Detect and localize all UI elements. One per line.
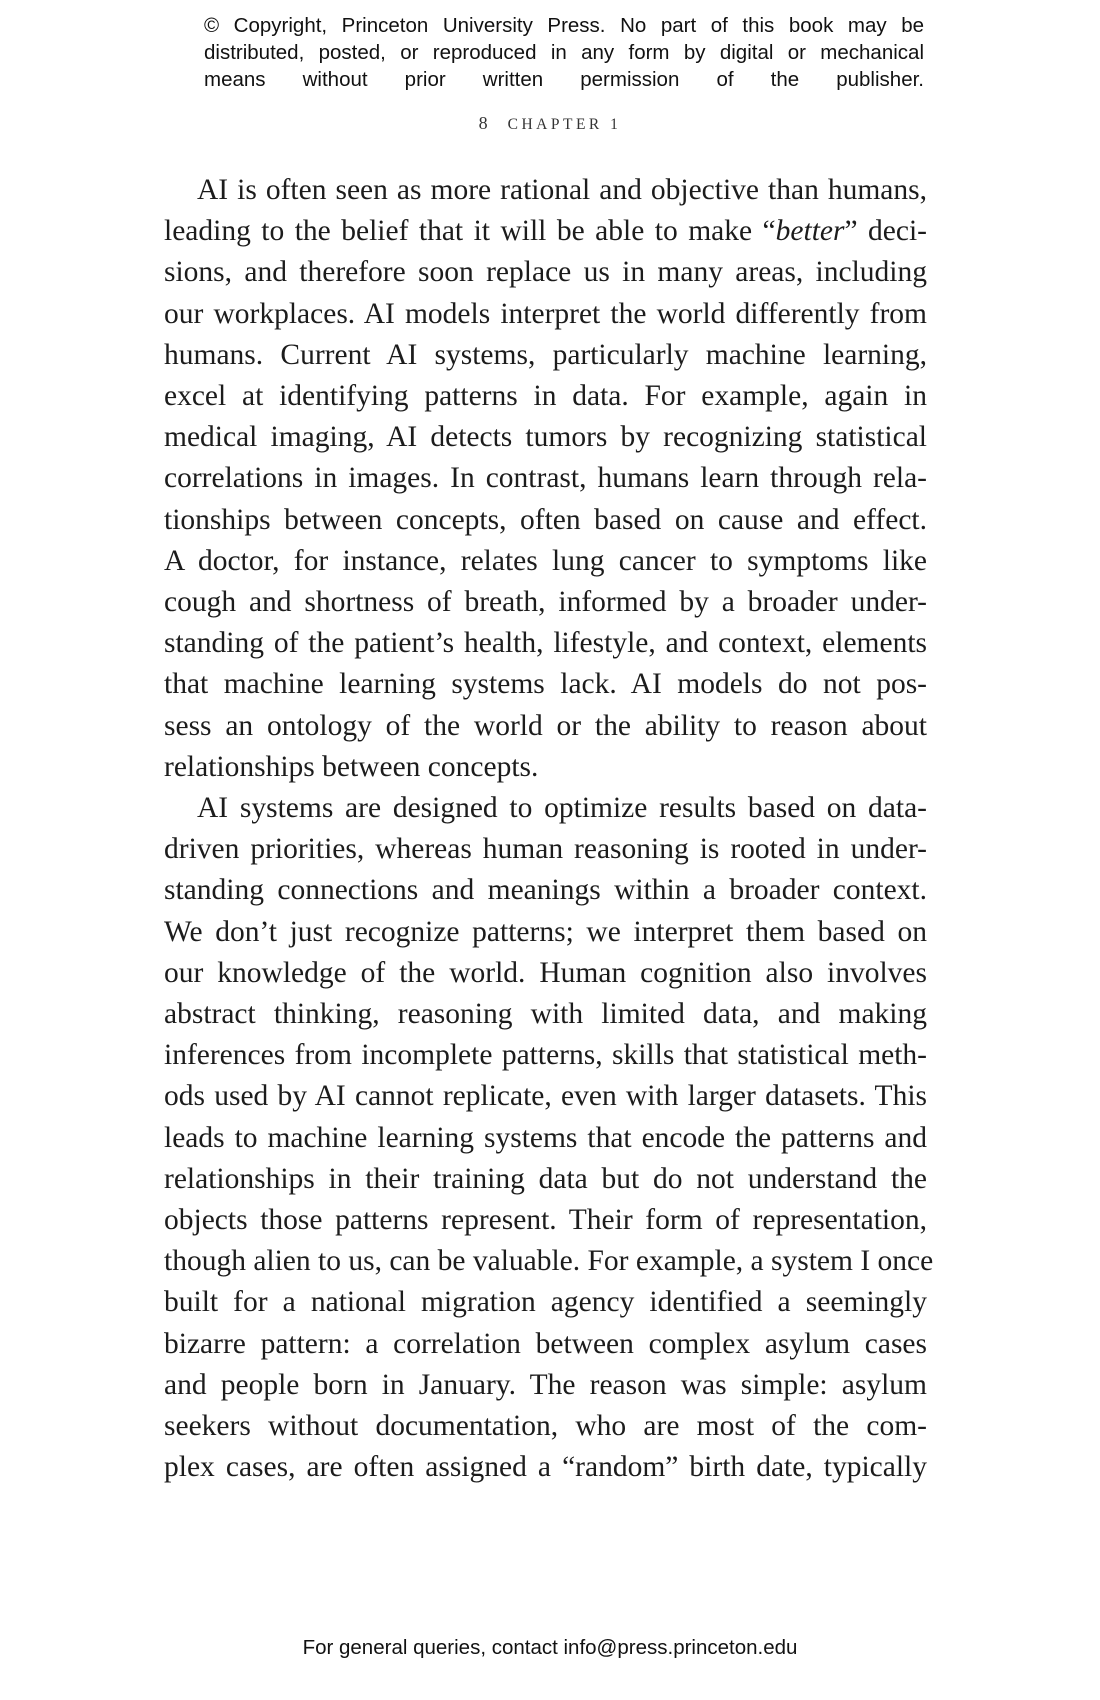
text-line: AI is often seen as more rational and objective than humans, bbox=[197, 174, 927, 206]
text-line: built for a national migration agency identified a seemingly bbox=[164, 1286, 927, 1319]
copyright-line: © Copyright, Princeton University Press. No part of this book may be bbox=[204, 14, 924, 37]
text-line: leads to machine learning systems that encode the patterns and bbox=[164, 1121, 927, 1154]
text-line: sions, and therefore soon replace us in many areas, including bbox=[164, 256, 927, 289]
text-fragment: leading to the belief that it will be able to make “ bbox=[164, 215, 776, 248]
text-line: and people born in January. The reason was simple: asylum bbox=[164, 1368, 927, 1401]
text-line: AI systems are designed to optimize results based on data- bbox=[197, 792, 927, 825]
copyright-line: means without prior written permission of the publisher. bbox=[204, 68, 924, 91]
text-line: relationships in their training data but do not understand the bbox=[164, 1162, 927, 1195]
chapter-label: CHAPTER 1 bbox=[507, 116, 622, 133]
text-line: correlations in images. In contrast, humans learn through rela- bbox=[164, 462, 927, 495]
text-line: ods used by AI cannot replicate, even with larger datasets. This bbox=[164, 1080, 927, 1113]
text-line: excel at identifying patterns in data. For example, again in bbox=[164, 380, 927, 413]
text-line: plex cases, are often assigned a “random” birth date, typically bbox=[164, 1451, 927, 1484]
text-line: though alien to us, can be valuable. For example, a system I once bbox=[164, 1245, 934, 1278]
text-line: tionships between concepts, often based on cause and effect. bbox=[164, 503, 927, 536]
footer-contact: For general queries, contact info@press.princeton.edu bbox=[302, 1636, 798, 1659]
text-line: medical imaging, AI detects tumors by recognizing statistical bbox=[164, 421, 927, 454]
text-line: humans. Current AI systems, particularly machine learning, bbox=[164, 338, 927, 371]
text-line: that machine learning systems lack. AI models do not pos- bbox=[164, 668, 927, 701]
text-line: relationships between concepts. bbox=[164, 750, 539, 783]
copyright-notice bbox=[204, 12, 924, 93]
text-line: our workplaces. AI models interpret the world differently from bbox=[164, 297, 927, 330]
paragraph-1 bbox=[164, 170, 927, 788]
text-line: standing of the patient’s health, lifestyle, and context, elements bbox=[164, 627, 927, 660]
running-head bbox=[0, 113, 1100, 134]
text-line: bizarre pattern: a correlation between complex asylum cases bbox=[164, 1327, 927, 1360]
text-line bbox=[164, 211, 927, 252]
text-line: sess an ontology of the world or the ability to reason about bbox=[164, 709, 927, 742]
text-line: seekers without documentation, who are most of the com- bbox=[164, 1410, 927, 1443]
text-line: standing connections and meanings within a broader context. bbox=[164, 874, 927, 907]
text-fragment: ” deci- bbox=[844, 215, 927, 248]
text-line: abstract thinking, reasoning with limited data, and making bbox=[164, 998, 927, 1031]
text-line: A doctor, for instance, relates lung cancer to symptoms like bbox=[164, 544, 927, 577]
text-line: We don’t just recognize patterns; we interpret them based on bbox=[164, 915, 927, 948]
emphasized-word: better bbox=[775, 215, 845, 248]
body-text bbox=[164, 170, 934, 1489]
paragraph-2 bbox=[164, 788, 934, 1488]
text-line: objects those patterns represent. Their form of representation, bbox=[164, 1204, 927, 1237]
text-line: cough and shortness of breath, informed by a broader under- bbox=[164, 586, 927, 619]
text-line: inferences from incomplete patterns, skills that statistical meth- bbox=[164, 1039, 927, 1072]
text-line: driven priorities, whereas human reasoning is rooted in under- bbox=[164, 833, 927, 866]
text-line: our knowledge of the world. Human cognition also involves bbox=[164, 956, 927, 989]
page-number: 8 bbox=[478, 113, 488, 133]
copyright-line: distributed, posted, or reproduced in any form by digital or mechanical bbox=[204, 41, 924, 64]
